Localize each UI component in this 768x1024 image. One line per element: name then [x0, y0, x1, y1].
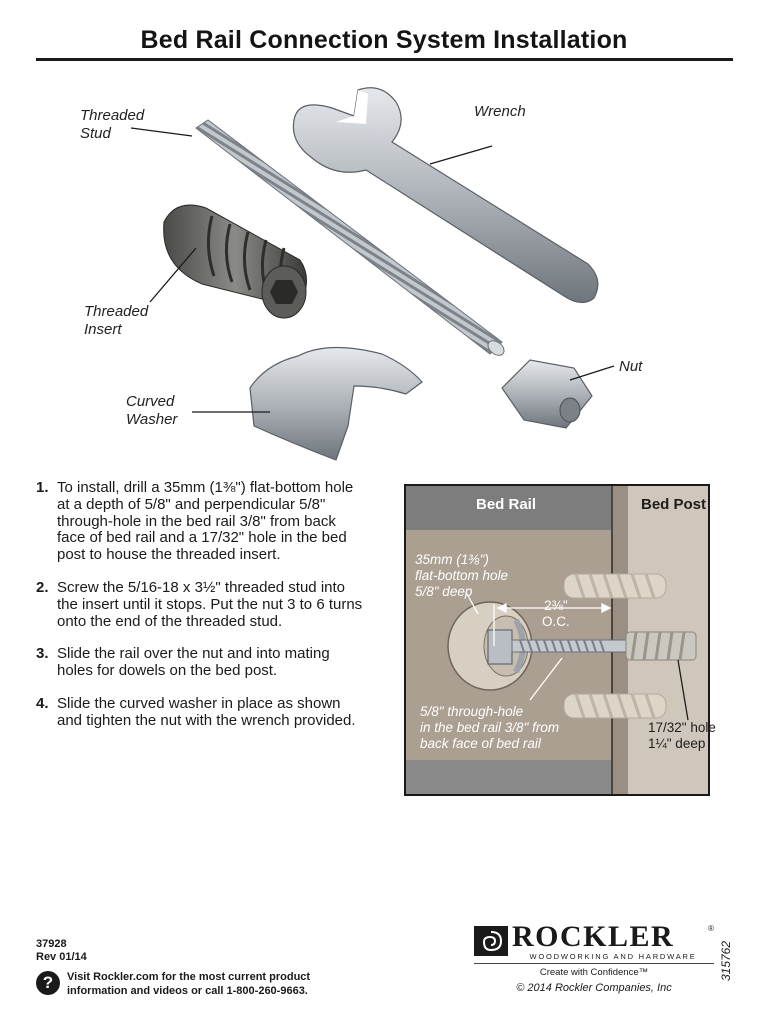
help-icon: ? — [36, 971, 60, 995]
diagram-label-bed-post: Bed Post — [641, 496, 707, 513]
step-text: To install, drill a 35mm (1⅜") flat-bottom hole at a depth of 5/8" and perpendicular 5/8" through-hole in the bed rail 3/8" from back face of bed rail and a 17/32" hole in the bed post to house the threaded insert. — [57, 479, 354, 564]
part-number-block — [36, 938, 87, 964]
label-threaded-stud: Threaded Stud — [80, 107, 145, 142]
step-text: Screw the 5/16-18 x 3½" threaded stud into the insert until it stops. Put the nut 3 to 6 turns onto the end of the threaded stud. — [57, 578, 363, 630]
step-text: Slide the rail over the nut and into mating holes for dowels on the bed post. — [57, 645, 330, 680]
step-number: 1. — [36, 479, 49, 496]
nut-part — [502, 360, 592, 428]
revision: Rev 01/14 — [36, 951, 87, 963]
label-threaded-insert: Threaded Insert — [84, 303, 149, 338]
brand-subtitle: WOODWORKING AND HARDWARE — [529, 952, 697, 961]
brand-registered: ® — [708, 924, 714, 933]
sku-code: 315762 — [719, 940, 734, 982]
part-number: 37928 — [36, 938, 67, 950]
sku-code-block — [720, 940, 736, 984]
diagram-note-through-hole: 5/8" through-hole in the bed rail 3/8" from back face of bed rail — [420, 704, 560, 751]
step-number: 3. — [36, 645, 49, 663]
step-2 — [36, 580, 366, 630]
page-title: Bed Rail Connection System Installation — [140, 26, 628, 54]
step-1 — [36, 480, 366, 564]
brand-name: ROCKLER — [512, 920, 675, 953]
diagram-note-counterbore: 35mm (1⅜") flat-bottom hole 5/8" deep — [415, 552, 509, 599]
wrench-part — [293, 88, 597, 303]
label-curved-washer: Curved Washer — [126, 393, 178, 428]
label-nut: Nut — [619, 358, 643, 375]
instruction-steps — [36, 480, 366, 746]
label-wrench: Wrench — [474, 103, 526, 120]
diagram-note-spacing: 2⅜" O.C. — [542, 598, 570, 629]
diagram-note-insert-hole: 17/32" hole 1¼" deep — [648, 720, 716, 751]
step-number: 4. — [36, 694, 49, 712]
step-number: 2. — [36, 578, 49, 596]
title-divider — [36, 58, 733, 61]
copyright: © 2014 Rockler Companies, Inc — [516, 982, 672, 994]
diagram-label-bed-rail: Bed Rail — [476, 496, 537, 513]
step-3 — [36, 646, 366, 680]
curved-washer-part — [250, 347, 422, 460]
rockler-logo-icon — [474, 926, 508, 956]
brand-tagline: Create with Confidence™ — [539, 967, 649, 978]
logo-divider — [474, 963, 714, 964]
step-4 — [36, 696, 366, 730]
step-text: Slide the curved washer in place as shown and tighten the nut with the wrench provided. — [57, 694, 356, 729]
help-text: Visit Rockler.com for the most current product information and videos or call 1-800-260-9663. — [67, 971, 311, 997]
